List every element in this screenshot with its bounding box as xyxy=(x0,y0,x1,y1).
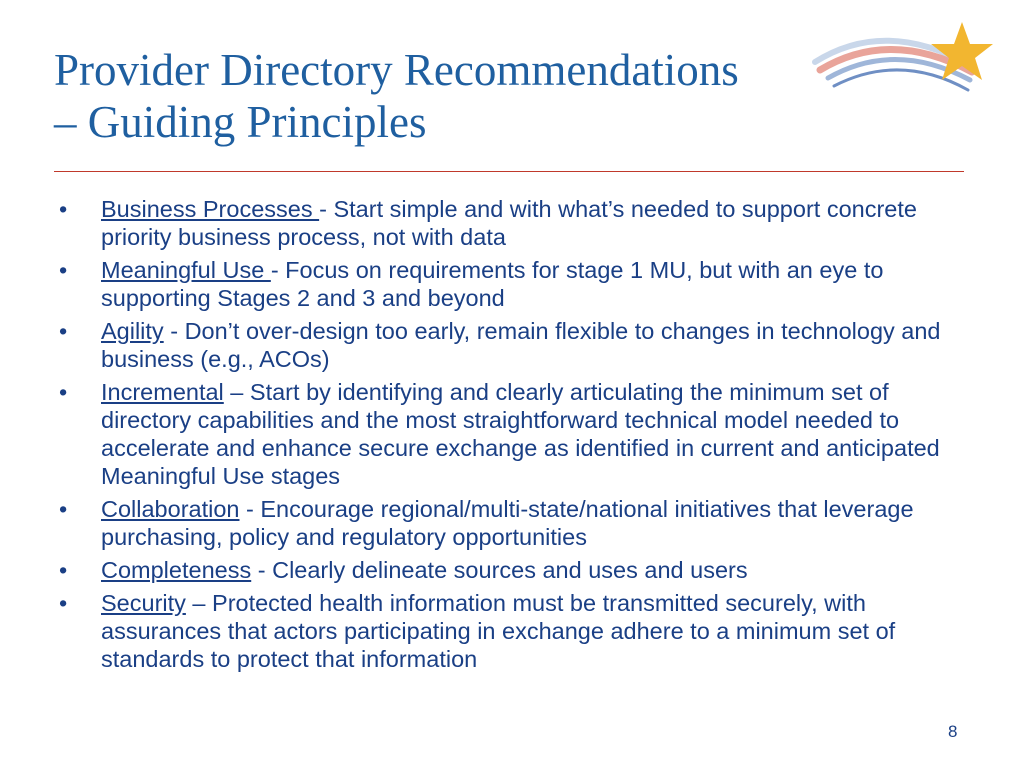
list-item xyxy=(55,589,975,673)
bullet-icon: • xyxy=(59,196,68,222)
principle-text: - Start simple and with what’s needed to support concrete priority business process, not with data xyxy=(101,196,917,250)
bullet-icon: • xyxy=(59,590,68,616)
page-number: 8 xyxy=(948,722,958,741)
list-item xyxy=(55,256,975,312)
list-item xyxy=(55,378,975,490)
slide-title-line-2: – Guiding Principles xyxy=(54,97,427,147)
bullet-icon: • xyxy=(59,496,68,522)
bullet-icon: • xyxy=(59,257,68,283)
bullet-icon: • xyxy=(59,379,68,405)
principle-text: - Encourage regional/multi-state/national initiatives that leverage purchasing, policy and regulatory opportunities xyxy=(101,496,914,550)
list-item xyxy=(55,495,975,551)
bullet-icon: • xyxy=(59,318,68,344)
guiding-principles-list xyxy=(55,195,975,678)
principle-term: Collaboration xyxy=(101,496,240,522)
principle-term: Business Processes xyxy=(101,196,320,222)
list-item xyxy=(55,317,975,373)
principle-term: Agility xyxy=(101,318,164,344)
principle-text: – Start by identifying and clearly articulating the minimum set of directory capabilities and the most straightforward technical model needed to accelerate and enhance secure exchange as identified in current and anticipated Meaningful Use stages xyxy=(101,379,940,489)
list-item xyxy=(55,195,975,251)
principle-text: - Clearly delineate sources and uses and users xyxy=(251,557,748,583)
slide-title-line-1: Provider Directory Recommendations xyxy=(54,45,739,95)
principle-term: Completeness xyxy=(101,557,252,583)
principle-text: – Protected health information must be transmitted securely, with assurances that actors participating in exchange adhere to a minimum set of standards to protect that information xyxy=(101,590,896,672)
bullet-icon: • xyxy=(59,557,68,583)
principle-term: Incremental xyxy=(101,379,224,405)
principle-term: Meaningful Use xyxy=(101,257,271,283)
star-swoosh-logo-icon xyxy=(800,10,1000,110)
title-divider xyxy=(54,171,964,172)
principle-text: - Don’t over-design too early, remain flexible to changes in technology and business (e.g., ACOs) xyxy=(101,318,941,372)
principle-term: Security xyxy=(101,590,186,616)
list-item xyxy=(55,556,975,584)
principle-text: - Focus on requirements for stage 1 MU, but with an eye to supporting Stages 2 and 3 and beyond xyxy=(101,257,884,311)
